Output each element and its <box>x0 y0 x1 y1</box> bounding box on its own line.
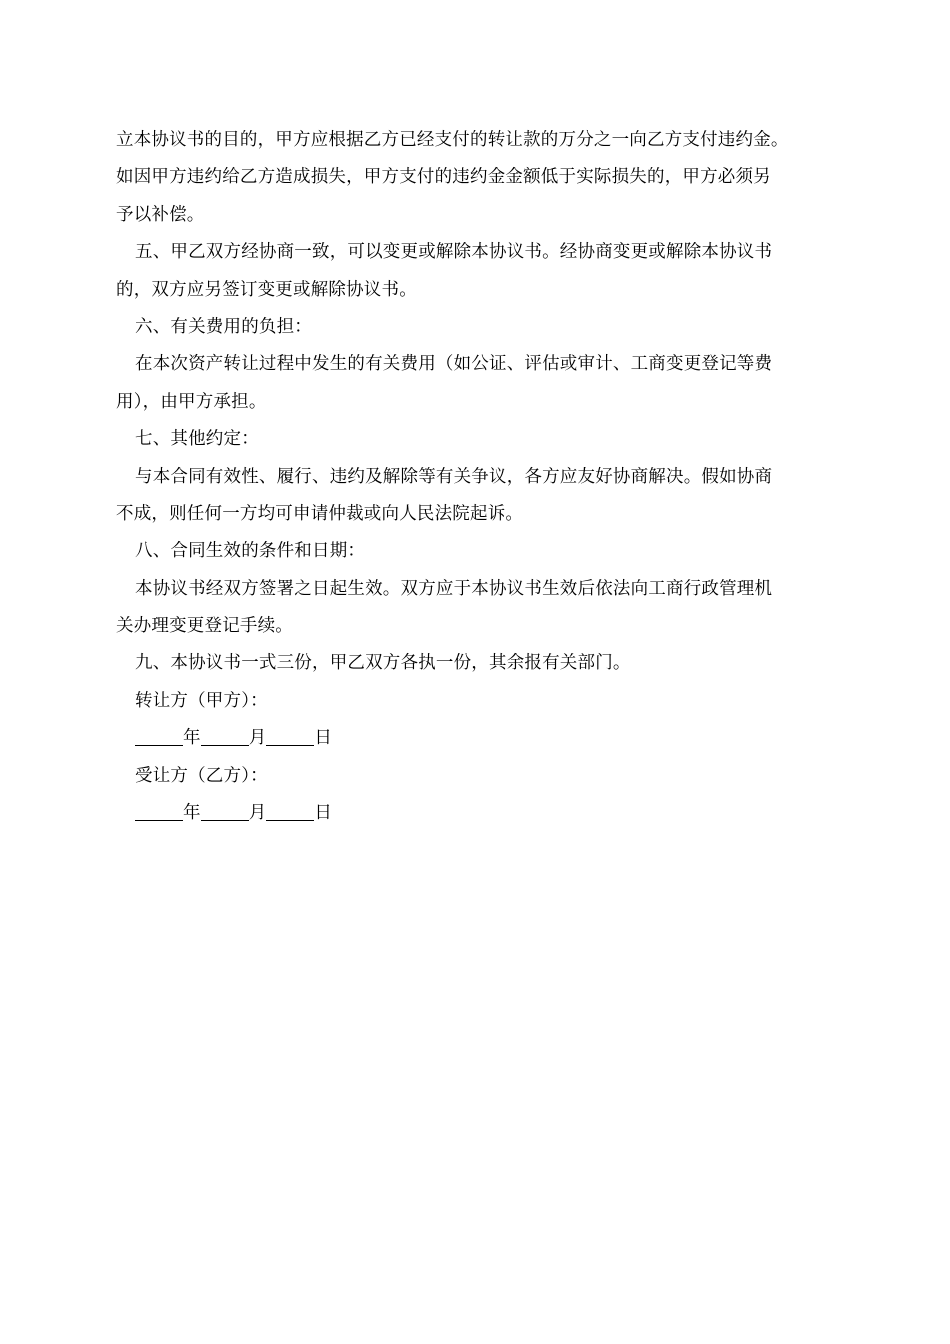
paragraph-line: 的，双方应另签订变更或解除协议书。 <box>116 279 417 300</box>
paragraph-line: 与本合同有效性、履行、违约及解除等有关争议，各方应友好协商解决。假如协商 <box>135 466 773 487</box>
paragraph-line: 本协议书经双方签署之日起生效。双方应于本协议书生效后依法向工商行政管理机 <box>135 578 773 599</box>
paragraph-line: 如因甲方违约给乙方造成损失，甲方支付的违约金金额低于实际损失的，甲方必须另 <box>116 167 771 188</box>
day-label: 日 <box>314 803 333 824</box>
month-blank <box>201 727 249 746</box>
month-label: 月 <box>248 803 267 824</box>
date-line-assignee <box>116 795 836 832</box>
document-body <box>116 122 836 832</box>
year-label: 年 <box>183 803 201 824</box>
date-line-transferor <box>116 720 836 757</box>
clause-six-heading: 六、有关费用的负担： <box>135 316 312 337</box>
clause-seven-heading: 七、其他约定： <box>135 429 259 450</box>
clause-eight-heading: 八、合同生效的条件和日期： <box>135 541 366 562</box>
clause-nine-line: 九、本协议书一式三份，甲乙双方各执一份，其余报有关部门。 <box>135 653 631 674</box>
month-label: 月 <box>248 728 267 749</box>
paragraph-line: 立本协议书的目的，甲方应根据乙方已经支付的转让款的万分之一向乙方支付违约金。 <box>116 130 789 150</box>
paragraph-line: 用），由甲方承担。 <box>116 391 267 412</box>
paragraph-line: 在本次资产转让过程中发生的有关费用（如公证、评估或审计、工商变更登记等费 <box>135 354 773 375</box>
day-blank <box>266 727 314 746</box>
paragraph-line: 不成，则任何一方均可申请仲裁或向人民法院起诉。 <box>116 503 524 524</box>
year-blank <box>135 802 183 821</box>
month-blank <box>201 802 249 821</box>
paragraph-line: 予以补偿。 <box>116 204 205 225</box>
year-blank <box>135 727 183 746</box>
transferor-label: 转让方（甲方）： <box>135 690 268 711</box>
day-label: 日 <box>314 728 333 749</box>
year-label: 年 <box>183 728 201 749</box>
paragraph-line: 关办理变更登记手续。 <box>116 616 293 637</box>
day-blank <box>266 802 314 821</box>
clause-five-line: 五、甲乙双方经协商一致，可以变更或解除本协议书。经协商变更或解除本协议书 <box>135 242 773 263</box>
assignee-label: 受让方（乙方）： <box>135 765 268 786</box>
